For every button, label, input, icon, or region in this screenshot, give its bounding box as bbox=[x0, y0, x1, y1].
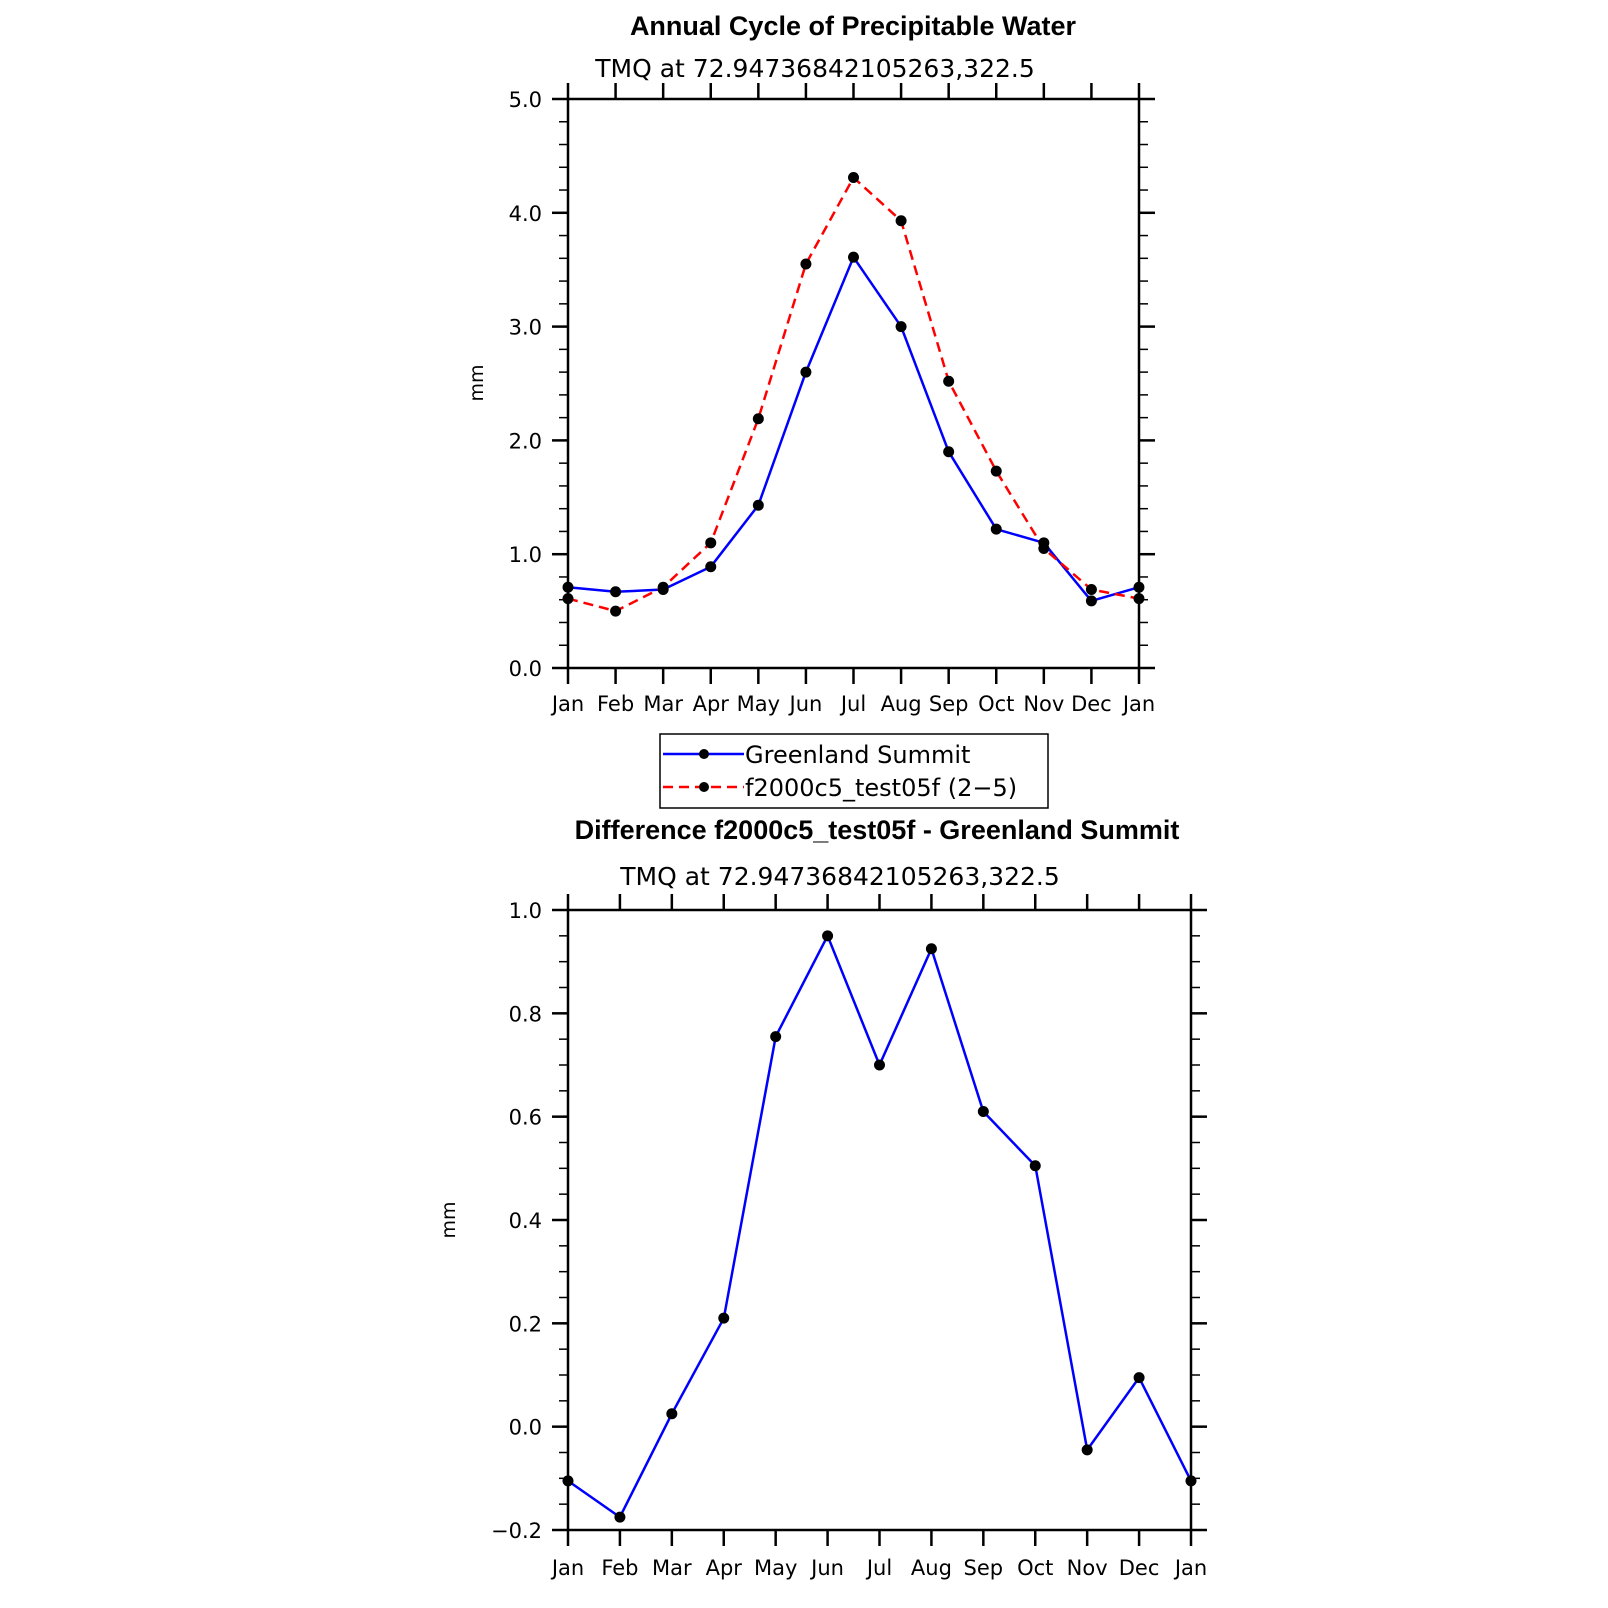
data-point bbox=[1086, 584, 1097, 595]
legend-marker-greenland-summit bbox=[699, 749, 709, 759]
x-tick-label: Dec bbox=[1071, 692, 1112, 716]
y-tick-label: 0.8 bbox=[508, 1002, 542, 1027]
y-tick-label: 0.4 bbox=[508, 1209, 542, 1233]
x-tick-label: Nov bbox=[1066, 1556, 1108, 1580]
data-point bbox=[563, 593, 574, 604]
data-point bbox=[705, 537, 716, 548]
x-tick-label: Jun bbox=[811, 1556, 844, 1580]
data-point bbox=[848, 172, 859, 183]
data-point bbox=[705, 561, 716, 572]
data-point bbox=[1134, 582, 1145, 593]
x-tick-label: Jan bbox=[551, 1556, 585, 1580]
data-point bbox=[848, 252, 859, 263]
x-tick-label: Nov bbox=[1023, 692, 1065, 716]
data-point bbox=[614, 1512, 625, 1523]
data-point bbox=[874, 1060, 885, 1071]
y-axis-label: mm bbox=[466, 364, 488, 402]
data-point bbox=[753, 413, 764, 424]
data-point bbox=[770, 1031, 781, 1042]
data-point bbox=[1186, 1475, 1197, 1486]
legend-label-greenland-summit: Greenland Summit bbox=[745, 741, 971, 769]
data-point bbox=[991, 524, 1002, 535]
data-point bbox=[896, 321, 907, 332]
chart-subtitle: TMQ at 72.94736842105263,322.5 bbox=[620, 862, 1060, 891]
y-tick-label: 0.6 bbox=[508, 1105, 542, 1130]
data-point bbox=[610, 586, 621, 597]
data-point bbox=[666, 1408, 677, 1419]
data-point bbox=[658, 582, 669, 593]
data-point bbox=[943, 446, 954, 457]
y-tick-label: 0.0 bbox=[508, 657, 542, 681]
legend-marker-f2000c5 bbox=[699, 782, 709, 792]
x-tick-label: Apr bbox=[705, 1556, 742, 1580]
data-point bbox=[1030, 1160, 1041, 1171]
data-point bbox=[943, 376, 954, 387]
chart-title: Difference f2000c5_test05f - Greenland Summit bbox=[574, 815, 1180, 845]
x-tick-label: Feb bbox=[601, 1556, 639, 1580]
y-tick-label: −0.2 bbox=[491, 1519, 542, 1543]
chart-annual-cycle bbox=[466, 11, 1155, 808]
y-tick-label: 1.0 bbox=[508, 899, 542, 923]
x-tick-label: May bbox=[736, 692, 781, 716]
y-tick-label: 0.0 bbox=[508, 1415, 542, 1440]
legend bbox=[660, 734, 1048, 808]
x-tick-label: Apr bbox=[692, 692, 729, 716]
x-tick-label: Mar bbox=[652, 1556, 692, 1580]
x-tick-label: Oct bbox=[1017, 1556, 1054, 1580]
data-point bbox=[978, 1106, 989, 1117]
x-tick-label: Jun bbox=[789, 692, 823, 716]
x-tick-label: Jul bbox=[840, 692, 867, 716]
data-point bbox=[1134, 593, 1145, 604]
x-tick-label: Dec bbox=[1118, 1556, 1160, 1580]
series-line-0 bbox=[568, 936, 1191, 1517]
x-tick-label: Jan bbox=[551, 692, 585, 716]
data-point bbox=[610, 606, 621, 617]
chart-subtitle: TMQ at 72.94736842105263,322.5 bbox=[595, 54, 1035, 83]
x-tick-label: Oct bbox=[978, 692, 1015, 716]
chart-title: Annual Cycle of Precipitable Water bbox=[629, 11, 1077, 41]
data-point bbox=[896, 215, 907, 226]
x-tick-label: Jul bbox=[866, 1556, 893, 1580]
legend-label-f2000c5: f2000c5_test05f (2−5) bbox=[745, 774, 1018, 802]
y-tick-label: 2.0 bbox=[508, 429, 542, 454]
x-tick-label: Jan bbox=[1174, 1556, 1208, 1580]
x-tick-label: Mar bbox=[643, 692, 683, 716]
data-point bbox=[1134, 1372, 1145, 1383]
y-tick-label: 3.0 bbox=[508, 315, 542, 340]
chart-difference bbox=[438, 815, 1207, 1580]
plot-frame bbox=[568, 99, 1139, 668]
series-line-1 bbox=[568, 178, 1139, 612]
data-point bbox=[753, 500, 764, 511]
x-tick-label: Sep bbox=[928, 692, 969, 716]
data-point bbox=[800, 367, 811, 378]
data-point bbox=[822, 930, 833, 941]
data-point bbox=[1082, 1444, 1093, 1455]
data-point bbox=[563, 1475, 574, 1486]
x-tick-label: Sep bbox=[963, 1556, 1004, 1580]
data-point bbox=[800, 259, 811, 270]
data-point bbox=[991, 466, 1002, 477]
y-tick-label: 5.0 bbox=[508, 88, 542, 112]
data-point bbox=[926, 943, 937, 954]
data-point bbox=[718, 1313, 729, 1324]
x-tick-label: May bbox=[753, 1556, 798, 1580]
data-point bbox=[1086, 595, 1097, 606]
y-tick-label: 4.0 bbox=[508, 201, 542, 226]
data-point bbox=[1038, 543, 1049, 554]
y-tick-label: 0.2 bbox=[508, 1312, 542, 1337]
x-tick-label: Jan bbox=[1122, 692, 1156, 716]
data-point bbox=[563, 582, 574, 593]
series-line-0 bbox=[568, 257, 1139, 601]
x-tick-label: Aug bbox=[910, 1556, 952, 1580]
x-tick-label: Feb bbox=[596, 692, 635, 716]
x-tick-label: Aug bbox=[880, 692, 922, 716]
y-tick-label: 1.0 bbox=[508, 543, 542, 568]
y-axis-label: mm bbox=[438, 1201, 460, 1239]
